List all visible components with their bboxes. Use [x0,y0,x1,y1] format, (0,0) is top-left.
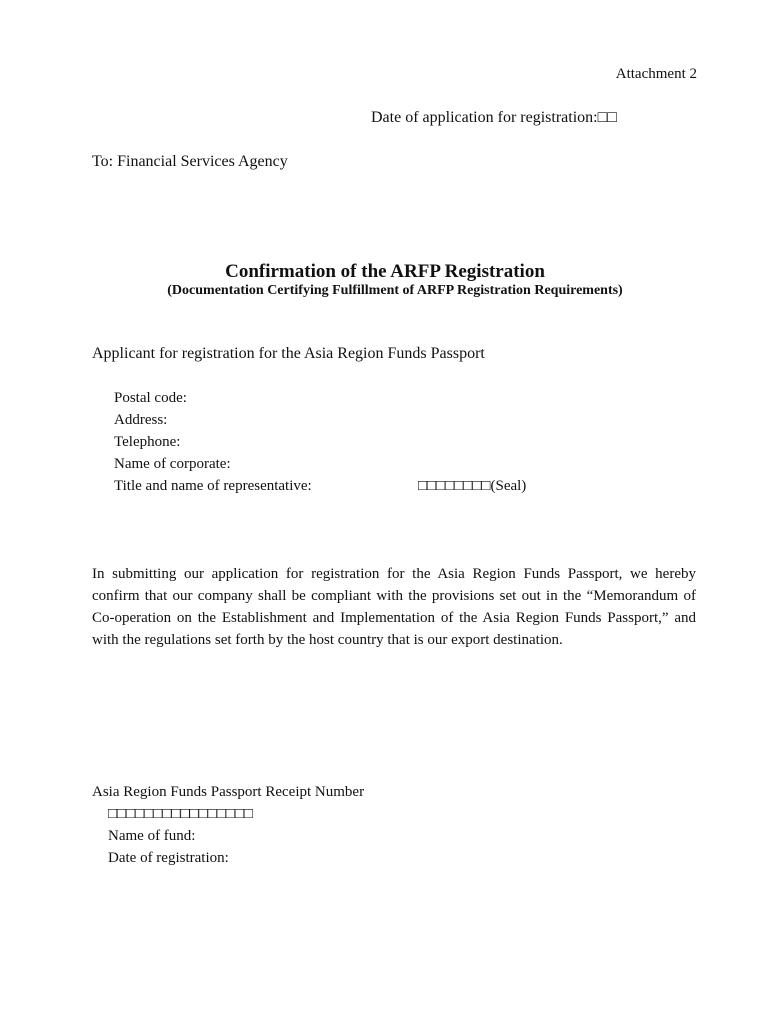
telephone-label: Telephone: [114,434,181,450]
postal-code-label: Postal code: [114,390,187,406]
address-label: Address: [114,412,168,428]
applicant-heading: Applicant for registration for the Asia Region Funds Passport [92,345,485,362]
fund-name-label: Name of fund: [108,828,196,844]
confirmation-paragraph: In submitting our application for registration for the Asia Region Funds Passport, we hereby confirm that our company shall be compliant with the provisions set out in the “Memorandum of Co-operation on the Establishment and Implementation of the Asia Region Funds Passport,” and with the regulations set forth by the host country that is our export destination. [92,566,696,648]
addressee: To: Financial Services Agency [92,153,288,170]
registration-date-label: Date of registration: [108,850,229,866]
corporate-name-label: Name of corporate: [114,456,231,472]
attachment-label: Attachment 2 [615,66,697,82]
date-of-application: Date of application for registration:□□ [371,109,617,126]
receipt-number-heading: Asia Region Funds Passport Receipt Number [92,784,365,800]
seal-placeholder: □□□□□□□□(Seal) [418,478,527,494]
representative-label: Title and name of representative: [114,478,312,494]
document-subtitle: (Documentation Certifying Fulfillment of ARFP Registration Requirements) [167,283,623,298]
receipt-number-placeholder: □□□□□□□□□□□□□□□□ [108,806,253,822]
document-title: Confirmation of the ARFP Registration [225,261,545,282]
